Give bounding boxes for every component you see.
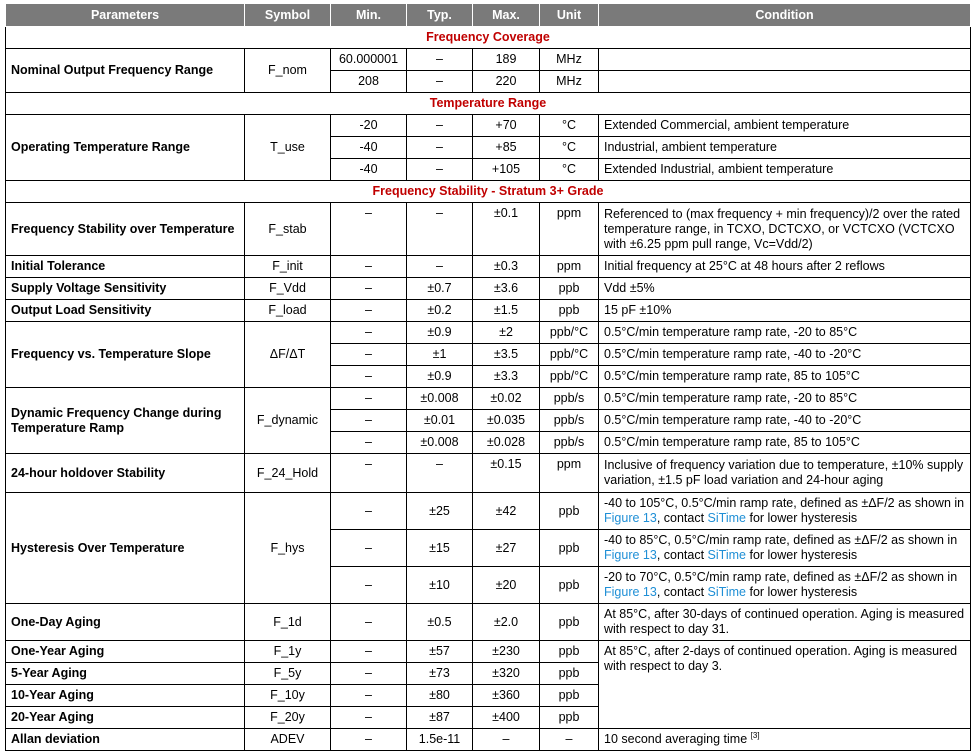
unit: ppb <box>540 604 599 641</box>
max-value: ±360 <box>473 685 540 707</box>
param-name: Supply Voltage Sensitivity <box>6 278 245 300</box>
symbol: F_10y <box>245 685 331 707</box>
min-value: – <box>331 366 407 388</box>
table-row <box>6 729 971 751</box>
unit: MHz <box>540 49 599 71</box>
condition: 15 pF ±10% <box>599 300 971 322</box>
typ-value: ±0.008 <box>407 388 473 410</box>
typ-value: ±0.9 <box>407 322 473 344</box>
max-value: +105 <box>473 159 540 181</box>
header-max: Max. <box>473 4 540 27</box>
sitime-link[interactable]: SiTime <box>707 548 746 562</box>
param-name: 24-hour holdover Stability <box>6 454 245 493</box>
param-name: Allan deviation <box>6 729 245 751</box>
condition: 0.5°C/min temperature ramp rate, -20 to 85°C <box>599 322 971 344</box>
min-value: -40 <box>331 137 407 159</box>
condition: Industrial, ambient temperature <box>599 137 971 159</box>
typ-value: – <box>407 49 473 71</box>
unit: °C <box>540 159 599 181</box>
sitime-link[interactable]: SiTime <box>707 585 746 599</box>
contact-text: , contact <box>656 548 705 562</box>
table-row <box>6 322 971 344</box>
unit: ppm <box>540 203 599 256</box>
condition: 0.5°C/min temperature ramp rate, 85 to 105°C <box>599 366 971 388</box>
typ-value: ±73 <box>407 663 473 685</box>
condition-text: -20 to 70°C, 0.5°C/min ramp rate, defined as ±ΔF/2 as <box>604 570 905 584</box>
symbol: F_init <box>245 256 331 278</box>
table-row <box>6 115 971 137</box>
unit: ppb <box>540 685 599 707</box>
typ-value: – <box>407 454 473 493</box>
condition: 0.5°C/min temperature ramp rate, -40 to -20°C <box>599 410 971 432</box>
min-value: – <box>331 604 407 641</box>
symbol: F_Vdd <box>245 278 331 300</box>
max-value: ±0.1 <box>473 203 540 256</box>
min-value: – <box>331 322 407 344</box>
min-value: – <box>331 567 407 604</box>
typ-value: ±87 <box>407 707 473 729</box>
unit: °C <box>540 115 599 137</box>
max-value: 189 <box>473 49 540 71</box>
unit: ppb/s <box>540 388 599 410</box>
param-name: One-Day Aging <box>6 604 245 641</box>
unit: ppb/°C <box>540 322 599 344</box>
param-name: Hysteresis Over Temperature <box>6 493 245 604</box>
condition <box>599 493 971 530</box>
section-frequency-coverage: Frequency Coverage <box>6 27 971 49</box>
table-row <box>6 604 971 641</box>
min-value: -40 <box>331 159 407 181</box>
min-value: – <box>331 432 407 454</box>
table-row <box>6 256 971 278</box>
param-name: 5-Year Aging <box>6 663 245 685</box>
symbol: F_20y <box>245 707 331 729</box>
min-value: – <box>331 344 407 366</box>
unit: ppb <box>540 300 599 322</box>
min-value: – <box>331 663 407 685</box>
symbol: F_1y <box>245 641 331 663</box>
shown-in-text: shown in <box>907 533 958 547</box>
symbol: F_stab <box>245 203 331 256</box>
max-value: ±3.6 <box>473 278 540 300</box>
min-value: 60.000001 <box>331 49 407 71</box>
symbol: F_5y <box>245 663 331 685</box>
max-value: ±3.3 <box>473 366 540 388</box>
typ-value: – <box>407 71 473 93</box>
unit: ppb <box>540 493 599 530</box>
unit: ppm <box>540 454 599 493</box>
param-name: Dynamic Frequency Change during Temperature Ramp <box>6 388 245 454</box>
condition: Inclusive of frequency variation due to temperature, ±10% supply variation, ±1.5 pF load variation and 24-hour aging <box>599 454 971 493</box>
section-row <box>6 181 971 203</box>
max-value: 220 <box>473 71 540 93</box>
symbol: F_load <box>245 300 331 322</box>
min-value: – <box>331 454 407 493</box>
condition <box>599 530 971 567</box>
condition <box>599 729 971 751</box>
symbol: F_hys <box>245 493 331 604</box>
param-name: Operating Temperature Range <box>6 115 245 181</box>
typ-value: ±0.9 <box>407 366 473 388</box>
unit: ppb <box>540 663 599 685</box>
header-unit: Unit <box>540 4 599 27</box>
max-value: ±0.035 <box>473 410 540 432</box>
min-value: – <box>331 278 407 300</box>
max-value: ±27 <box>473 530 540 567</box>
max-value: – <box>473 729 540 751</box>
condition: 0.5°C/min temperature ramp rate, 85 to 105°C <box>599 432 971 454</box>
table-row <box>6 278 971 300</box>
symbol: T_use <box>245 115 331 181</box>
min-value: – <box>331 203 407 256</box>
table-row <box>6 388 971 410</box>
max-value: ±320 <box>473 663 540 685</box>
unit: ppb <box>540 278 599 300</box>
typ-value: – <box>407 159 473 181</box>
condition: Extended Commercial, ambient temperature <box>599 115 971 137</box>
symbol: F_dynamic <box>245 388 331 454</box>
specifications-table <box>5 4 971 751</box>
max-value: ±2.0 <box>473 604 540 641</box>
typ-value: – <box>407 137 473 159</box>
max-value: ±42 <box>473 493 540 530</box>
table-row <box>6 454 971 493</box>
max-value: ±0.3 <box>473 256 540 278</box>
condition: Vdd ±5% <box>599 278 971 300</box>
for-lower-text: for lower hysteresis <box>749 585 858 599</box>
symbol: F_24_Hold <box>245 454 331 493</box>
table-header-row <box>6 4 971 27</box>
sitime-link[interactable]: SiTime <box>707 511 746 525</box>
symbol: ΔF/ΔT <box>245 322 331 388</box>
shown-in-text: shown in <box>914 496 965 510</box>
min-value: – <box>331 256 407 278</box>
condition: At 85°C, after 2-days of continued operation. Aging is measured with respect to day 3. <box>599 641 971 729</box>
condition <box>599 49 971 71</box>
typ-value: ±80 <box>407 685 473 707</box>
min-value: – <box>331 300 407 322</box>
max-value: ±20 <box>473 567 540 604</box>
symbol: ADEV <box>245 729 331 751</box>
figure-13-link[interactable]: Figure 13 <box>604 511 657 525</box>
for-lower-text: for lower hysteresis <box>749 511 858 525</box>
condition: Referenced to (max frequency + min frequency)/2 over the rated temperature range, in TCXO, DCTCXO, or VCTCXO (VCTCXO with ±6.25 ppm pull range, Vc=Vdd/2) <box>599 203 971 256</box>
footnote-ref[interactable]: [3] <box>750 730 760 740</box>
header-symbol: Symbol <box>245 4 331 27</box>
table-row <box>6 49 971 71</box>
table-row <box>6 203 971 256</box>
header-min: Min. <box>331 4 407 27</box>
param-name: Nominal Output Frequency Range <box>6 49 245 93</box>
section-row <box>6 93 971 115</box>
min-value: – <box>331 641 407 663</box>
max-value: ±2 <box>473 322 540 344</box>
typ-value: 1.5e-11 <box>407 729 473 751</box>
max-value: +70 <box>473 115 540 137</box>
symbol: F_1d <box>245 604 331 641</box>
unit: ppb/s <box>540 410 599 432</box>
max-value: ±230 <box>473 641 540 663</box>
symbol: F_nom <box>245 49 331 93</box>
min-value: – <box>331 493 407 530</box>
contact-text: , contact <box>656 511 705 525</box>
header-typ: Typ. <box>407 4 473 27</box>
condition: Initial frequency at 25°C at 48 hours after 2 reflows <box>599 256 971 278</box>
max-value: +85 <box>473 137 540 159</box>
min-value: – <box>331 530 407 567</box>
unit: ppm <box>540 256 599 278</box>
param-name: One-Year Aging <box>6 641 245 663</box>
param-name: Output Load Sensitivity <box>6 300 245 322</box>
max-value: ±0.15 <box>473 454 540 493</box>
max-value: ±3.5 <box>473 344 540 366</box>
contact-text: , contact <box>656 585 705 599</box>
typ-value: ±0.2 <box>407 300 473 322</box>
typ-value: ±1 <box>407 344 473 366</box>
typ-value: ±0.7 <box>407 278 473 300</box>
typ-value: ±0.5 <box>407 604 473 641</box>
unit: °C <box>540 137 599 159</box>
table-row <box>6 641 971 663</box>
min-value: 208 <box>331 71 407 93</box>
typ-value: – <box>407 256 473 278</box>
typ-value: ±0.01 <box>407 410 473 432</box>
typ-value: ±25 <box>407 493 473 530</box>
param-name: Frequency vs. Temperature Slope <box>6 322 245 388</box>
param-name: Frequency Stability over Temperature <box>6 203 245 256</box>
param-name: Initial Tolerance <box>6 256 245 278</box>
min-value: – <box>331 707 407 729</box>
spec-table-wrapper <box>5 4 970 751</box>
condition-text: -40 to 85°C, 0.5°C/min ramp rate, defined as ±ΔF/2 as <box>604 533 905 547</box>
min-value: – <box>331 410 407 432</box>
max-value: ±0.02 <box>473 388 540 410</box>
typ-value: ±10 <box>407 567 473 604</box>
typ-value: ±0.008 <box>407 432 473 454</box>
unit: MHz <box>540 71 599 93</box>
condition: Extended Industrial, ambient temperature <box>599 159 971 181</box>
section-frequency-stability: Frequency Stability - Stratum 3+ Grade <box>6 181 971 203</box>
typ-value: ±57 <box>407 641 473 663</box>
min-value: – <box>331 729 407 751</box>
max-value: ±400 <box>473 707 540 729</box>
param-name: 20-Year Aging <box>6 707 245 729</box>
param-name: 10-Year Aging <box>6 685 245 707</box>
max-value: ±1.5 <box>473 300 540 322</box>
unit: ppb <box>540 707 599 729</box>
unit: ppb/°C <box>540 344 599 366</box>
unit: ppb/s <box>540 432 599 454</box>
unit: ppb <box>540 641 599 663</box>
condition-text: 10 second averaging time <box>604 732 748 746</box>
condition <box>599 71 971 93</box>
table-row <box>6 300 971 322</box>
condition <box>599 567 971 604</box>
unit: ppb/°C <box>540 366 599 388</box>
condition: 0.5°C/min temperature ramp rate, -20 to 85°C <box>599 388 971 410</box>
unit: ppb <box>540 530 599 567</box>
max-value: ±0.028 <box>473 432 540 454</box>
typ-value: – <box>407 203 473 256</box>
min-value: – <box>331 685 407 707</box>
shown-in-text: shown in <box>907 570 958 584</box>
figure-13-link[interactable]: Figure 13 <box>604 548 657 562</box>
typ-value: ±15 <box>407 530 473 567</box>
unit: ppb <box>540 567 599 604</box>
for-lower-text: for lower hysteresis <box>749 548 858 562</box>
min-value: -20 <box>331 115 407 137</box>
condition: 0.5°C/min temperature ramp rate, -40 to -20°C <box>599 344 971 366</box>
header-parameters: Parameters <box>6 4 245 27</box>
figure-13-link[interactable]: Figure 13 <box>604 585 657 599</box>
condition: At 85°C, after 30-days of continued operation. Aging is measured with respect to day 31. <box>599 604 971 641</box>
header-condition: Condition <box>599 4 971 27</box>
unit: – <box>540 729 599 751</box>
section-row <box>6 27 971 49</box>
min-value: – <box>331 388 407 410</box>
table-row <box>6 493 971 530</box>
section-temperature-range: Temperature Range <box>6 93 971 115</box>
condition-text: -40 to 105°C, 0.5°C/min ramp rate, defined as ±ΔF/2 as <box>604 496 912 510</box>
typ-value: – <box>407 115 473 137</box>
